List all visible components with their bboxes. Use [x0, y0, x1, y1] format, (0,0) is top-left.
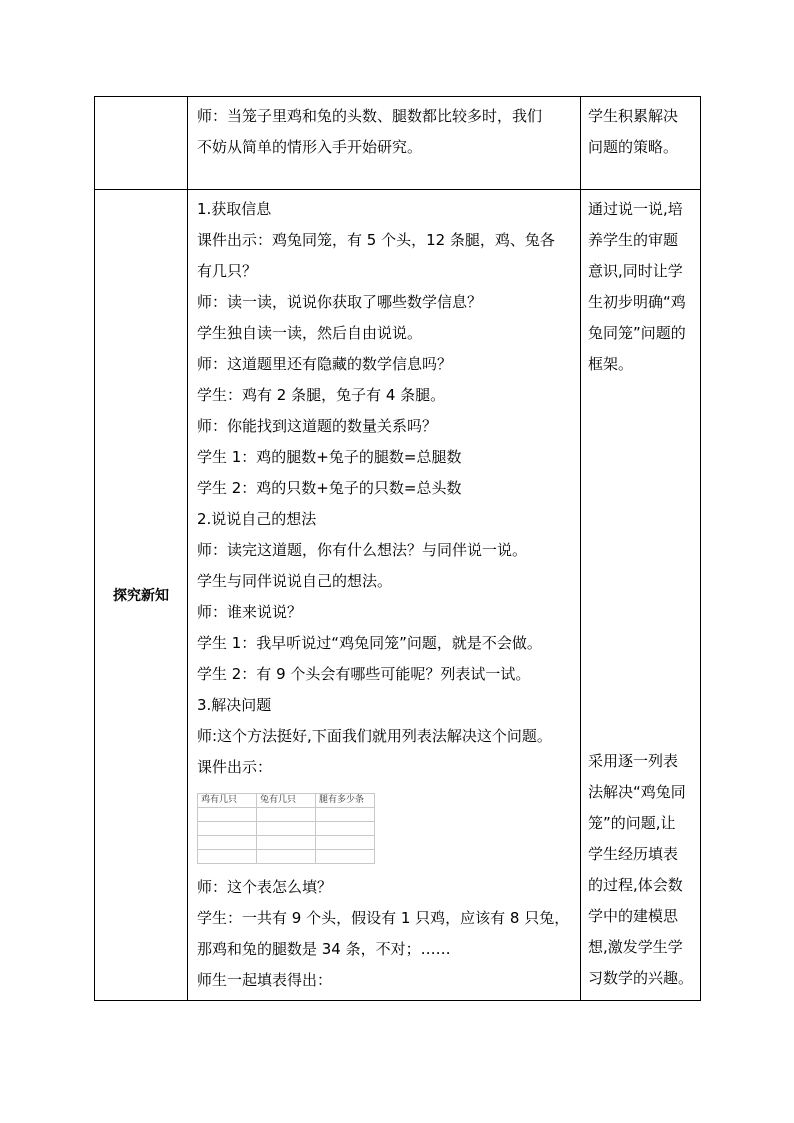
fill-in-row [198, 808, 375, 822]
text-line: 师：读完这道题，你有什么想法？与同伴说一说。 [197, 541, 528, 559]
stage-cell [95, 190, 188, 1001]
text-line: 师：你能找到这道题的数量关系吗？ [197, 417, 438, 435]
text-line: 不妨从简单的情形入手开始研究。 [197, 138, 423, 156]
fill-in-cell [257, 850, 316, 864]
fill-in-cell [198, 836, 257, 850]
text-line: 1.获取信息 [197, 200, 272, 218]
fill-in-cell [316, 808, 375, 822]
design-intent-text [581, 97, 700, 163]
design-intent-text [581, 190, 700, 994]
text-line: 学生 2：有 9 个头会有哪些可能呢？列表试一试。 [197, 665, 531, 683]
note-line: 采用逐一列表 [588, 752, 679, 770]
fill-in-table [197, 793, 375, 864]
text-line: 课件出示： [197, 758, 273, 776]
table-row [95, 190, 701, 1001]
fill-in-row [198, 836, 375, 850]
activity-cell [188, 97, 581, 190]
fill-in-header-cell: 腿有多少条 [316, 794, 375, 808]
fill-in-cell [198, 850, 257, 864]
stage-label: 探究新知 [113, 588, 169, 604]
note-line: 习数学的兴趣。 [588, 969, 694, 987]
fill-in-row [198, 850, 375, 864]
note-line: 生初步明确“鸡 [588, 293, 686, 311]
note-line: 意识,同时让学 [588, 262, 683, 280]
text-line: 学生：鸡有 2 条腿，兔子有 4 条腿。 [197, 386, 446, 404]
note-line: 的过程,体会数 [588, 876, 683, 894]
text-line: 学生 1：鸡的腿数+兔子的腿数=总腿数 [197, 448, 462, 466]
fill-in-cell [257, 836, 316, 850]
note-line: 框架。 [588, 355, 634, 373]
design-intent-cell [581, 190, 701, 1001]
text-line: 师:这个方法挺好,下面我们就用列表法解决这个问题。 [197, 727, 552, 745]
fill-in-cell [316, 836, 375, 850]
fill-in-header-row [198, 794, 375, 808]
note-line: 学中的建模思 [588, 907, 679, 925]
design-intent-cell [581, 97, 701, 190]
stage-cell [95, 97, 188, 190]
text-line: 师：这个表怎么填？ [197, 878, 333, 896]
fill-in-header-cell: 鸡有几只 [198, 794, 257, 808]
note-line: 问题的策略。 [588, 138, 679, 156]
text-line: 学生：一共有 9 个头，假设有 1 只鸡，应该有 8 只兔， [197, 909, 570, 927]
text-line: 有几只？ [197, 262, 258, 280]
fill-in-cell [198, 808, 257, 822]
lesson-plan-table [94, 96, 701, 1001]
table-row [95, 97, 701, 190]
note-line: 学生经历填表 [588, 845, 679, 863]
fill-in-cell [316, 822, 375, 836]
fill-in-row [198, 822, 375, 836]
text-line: 师：读一读，说说你获取了哪些数学信息？ [197, 293, 483, 311]
text-line: 师：谁来说说？ [197, 603, 303, 621]
text-line: 师：这道题里还有隐藏的数学信息吗？ [197, 355, 453, 373]
note-line: 通过说一说,培 [588, 200, 683, 218]
text-line: 学生与同伴说说自己的想法。 [197, 572, 393, 590]
text-line: 师：当笼子里鸡和兔的头数、腿数都比较多时，我们 [197, 107, 543, 125]
fill-in-header-cell: 兔有几只 [257, 794, 316, 808]
note-line: 学生积累解决 [588, 107, 679, 125]
note-line: 想,激发学生学 [588, 938, 683, 956]
text-line: 学生 2：鸡的只数+兔子的只数=总头数 [197, 479, 462, 497]
note-line: 兔同笼”问题的 [588, 324, 686, 342]
activity-text [188, 190, 580, 996]
activity-cell [188, 190, 581, 1001]
fill-in-cell [316, 850, 375, 864]
note-line: 笼”的问题,让 [588, 814, 676, 832]
note-line: 法解决“鸡兔同 [588, 783, 686, 801]
fill-in-cell [198, 822, 257, 836]
note-line: 养学生的审题 [588, 231, 679, 249]
text-line: 2.说说自己的想法 [197, 510, 317, 528]
text-line: 那鸡和兔的腿数是 34 条，不对；…… [197, 940, 451, 958]
text-line: 学生 1：我早听说过“鸡兔同笼”问题，就是不会做。 [197, 634, 542, 652]
text-line: 师生一起填表得出： [197, 971, 333, 989]
fill-in-cell [257, 822, 316, 836]
text-line: 学生独自读一读，然后自由说说。 [197, 324, 423, 342]
fill-in-cell [257, 808, 316, 822]
text-line: 3.解决问题 [197, 696, 272, 714]
activity-text [188, 97, 580, 163]
text-line: 课件出示：鸡兔同笼，有 5 个头，12 条腿，鸡、兔各 [197, 231, 555, 249]
